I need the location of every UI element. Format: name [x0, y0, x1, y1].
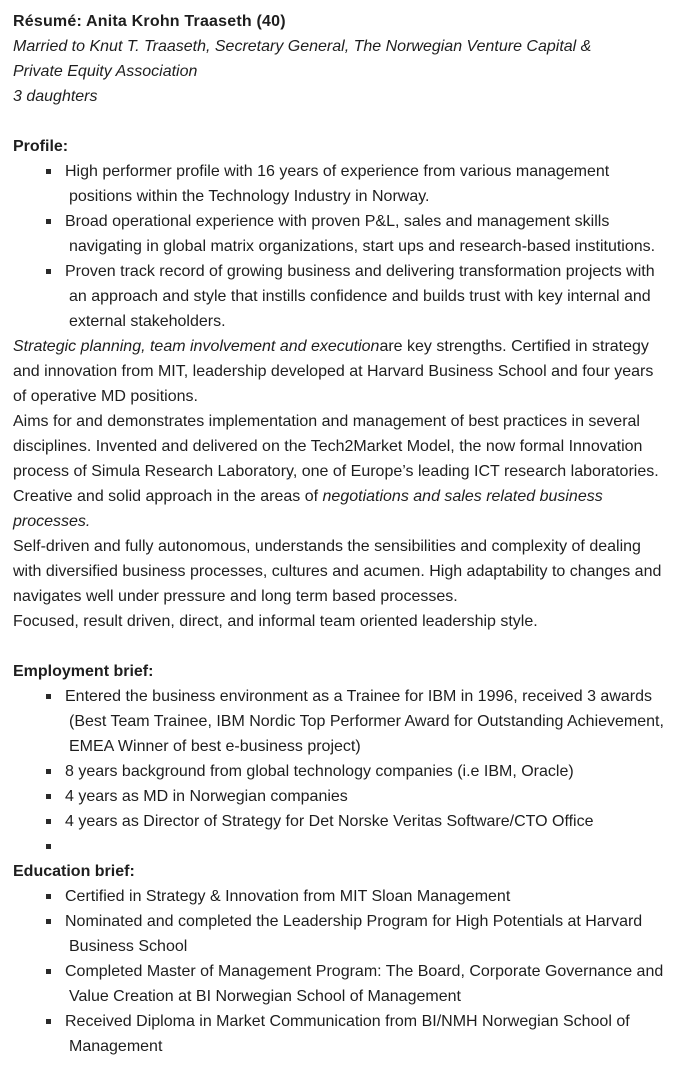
- list-item: [13, 909, 668, 959]
- spacer: [13, 634, 668, 659]
- bullet-icon: [46, 794, 51, 799]
- education-heading: Education brief:: [13, 863, 135, 880]
- bullet-icon: [46, 1019, 51, 1024]
- strengths-text: are key strengths. Certified in strategy and innovation from MIT, leadership developed at Harvard Business School and four years of operative MD positions.: [13, 338, 654, 405]
- list-item-text: Entered the business environment as a Trainee for IBM in 1996, received 3 awards (Best Team Trainee, IBM Nordic Top Performer Award for Outstanding Achievement, EMEA Winner of best e-business project): [65, 688, 664, 755]
- practices-text: Aims for and demonstrates implementation and management of best practices in several disciplines. Invented and delivered on the Tech2Market Model, the now formal Innovation process of Simula Research Laboratory, one of Europe’s leading ICT research laboratories. Creative and solid approach in the areas of: [13, 413, 659, 505]
- marital-status-line-1: Married to Knut T. Traaseth, Secretary General, The Norwegian Venture Capital &: [13, 38, 592, 55]
- bullet-icon: [46, 919, 51, 924]
- list-item-text: 4 years as MD in Norwegian companies: [65, 788, 348, 805]
- list-item: [13, 159, 668, 209]
- list-item: [13, 259, 668, 334]
- list-item: [13, 684, 668, 759]
- marital-status-line-2: Private Equity Association: [13, 63, 198, 80]
- list-item-text: High performer profile with 16 years of experience from various management positions within the Technology Industry in Norway.: [65, 163, 610, 205]
- strengths-italic: Strategic planning, team involvement and execution: [13, 338, 380, 355]
- bullet-icon: [46, 769, 51, 774]
- list-item: [13, 809, 668, 834]
- list-item-text: Received Diploma in Market Communication from BI/NMH Norwegian School of Management: [65, 1013, 630, 1055]
- bullet-icon: [46, 894, 51, 899]
- employment-list: [13, 684, 668, 859]
- profile-paragraph-selfdriven: Self-driven and fully autonomous, understands the sensibilities and complexity of dealing with diversified business processes, cultures and acumen. High adaptability to changes and navigates well under pressure and long term based processes.: [13, 538, 662, 605]
- list-item: [13, 1009, 668, 1059]
- list-item: [13, 209, 668, 259]
- list-item-text: Broad operational experience with proven P&L, sales and management skills navigating in global matrix organizations, start ups and research-based institutions.: [65, 213, 656, 255]
- list-item-text: Completed Master of Management Program: The Board, Corporate Governance and Value Creation at BI Norwegian School of Management: [65, 963, 664, 1005]
- bullet-icon: [46, 269, 51, 274]
- bullet-icon: [46, 694, 51, 699]
- profile-paragraph-leadership: Focused, result driven, direct, and informal team oriented leadership style.: [13, 613, 538, 630]
- list-item-text: 8 years background from global technology companies (i.e IBM, Oracle): [65, 763, 574, 780]
- profile-paragraph-strengths: [13, 334, 668, 409]
- list-item: [13, 959, 668, 1009]
- profile-list: [13, 159, 668, 334]
- bullet-icon: [46, 844, 51, 849]
- resume-document: [13, 9, 668, 1059]
- education-list: [13, 884, 668, 1059]
- list-item-text: Proven track record of growing business and delivering transformation projects with an approach and style that instills confidence and builds trust with key internal and external stakeholders.: [65, 263, 655, 330]
- resume-title: Résumé: Anita Krohn Traaseth (40): [13, 13, 286, 30]
- spacer: [13, 109, 668, 134]
- practices-italic: negotiations and sales related business processes.: [13, 488, 603, 530]
- list-item: [13, 784, 668, 809]
- bullet-icon: [46, 219, 51, 224]
- list-item: [13, 759, 668, 784]
- profile-paragraph-practices: [13, 409, 668, 534]
- bullet-icon: [46, 969, 51, 974]
- list-item-text: Certified in Strategy & Innovation from MIT Sloan Management: [65, 888, 511, 905]
- list-item-text: Nominated and completed the Leadership Program for High Potentials at Harvard Business School: [65, 913, 643, 955]
- children-line: 3 daughters: [13, 88, 98, 105]
- bullet-icon: [46, 819, 51, 824]
- list-item: [13, 834, 668, 859]
- list-item: [13, 884, 668, 909]
- list-item-text: 4 years as Director of Strategy for Det Norske Veritas Software/CTO Office: [65, 813, 594, 830]
- profile-heading: Profile:: [13, 138, 69, 155]
- employment-heading: Employment brief:: [13, 663, 154, 680]
- bullet-icon: [46, 169, 51, 174]
